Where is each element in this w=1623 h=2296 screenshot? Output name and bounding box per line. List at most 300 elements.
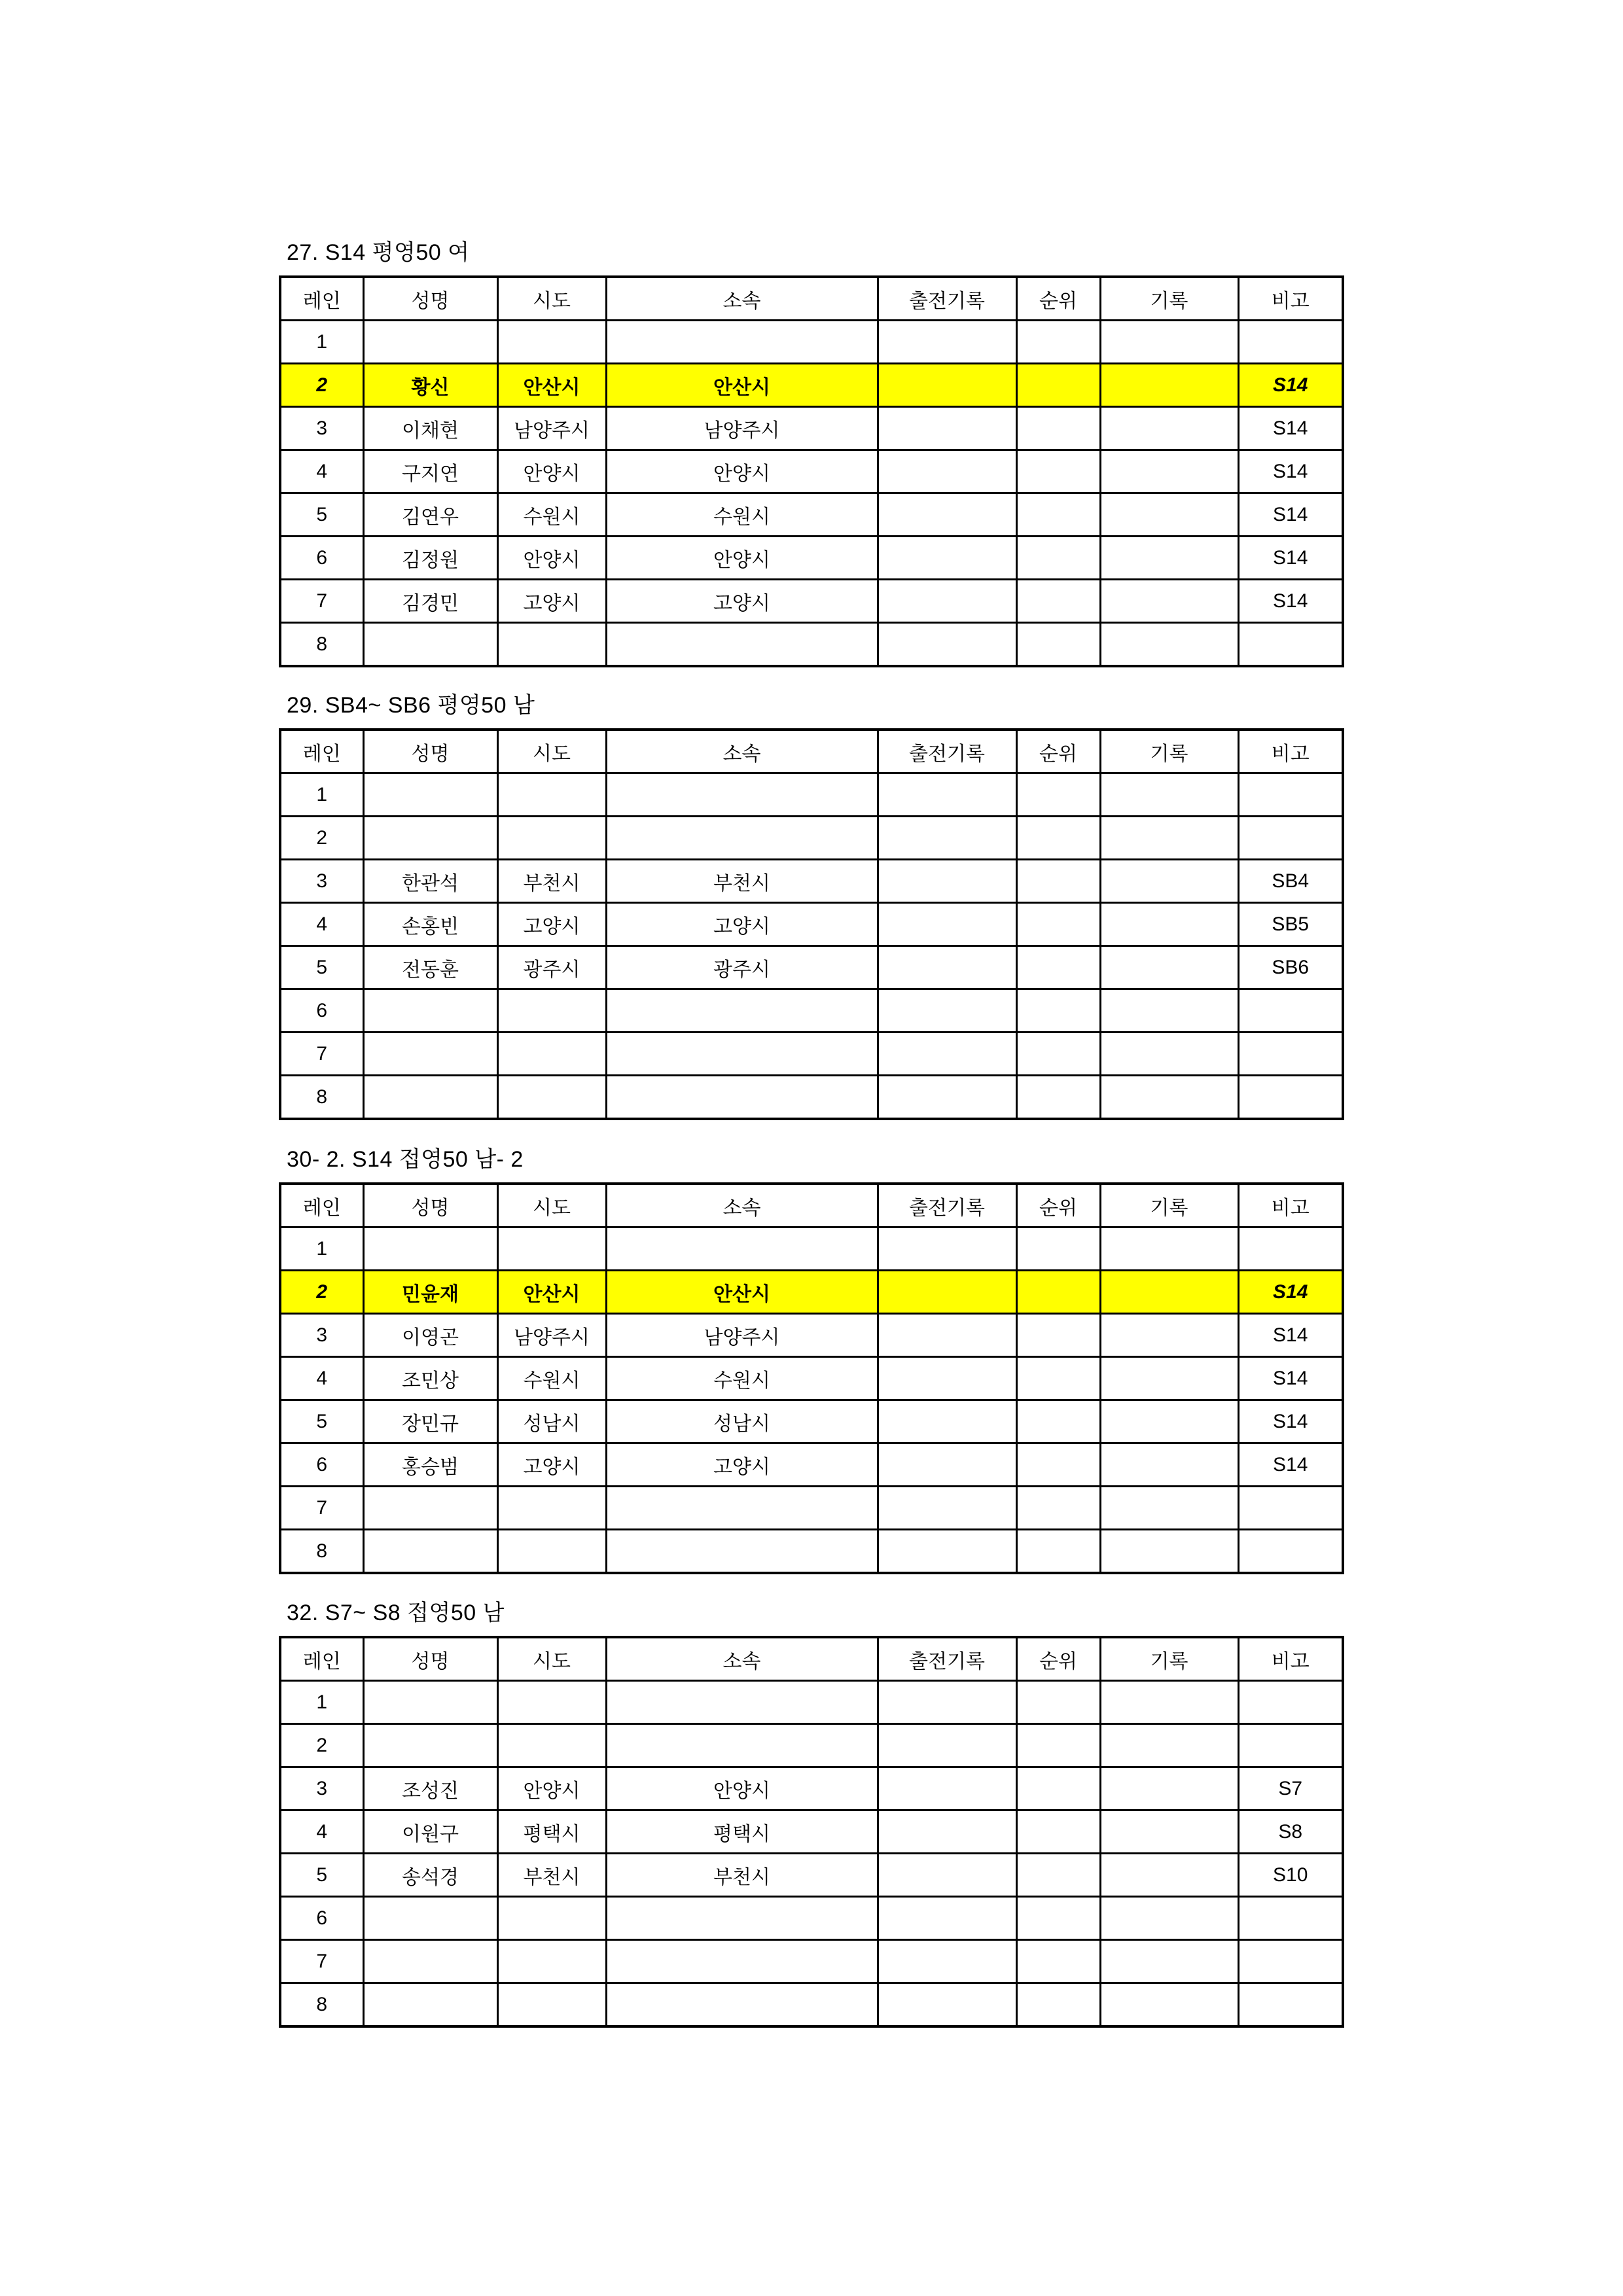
note-cell: S14 [1238,1271,1343,1314]
header-cell-entry-record: 출전기록 [878,1637,1016,1681]
record-cell [1100,1681,1238,1724]
sido-cell: 광주시 [497,946,606,989]
sido-cell [497,321,606,364]
rank-cell [1016,946,1100,989]
event-section [279,692,1391,1120]
rank-cell [1016,493,1100,537]
name-cell [363,623,497,667]
lane-cell: 2 [280,1724,363,1767]
header-cell-sido: 시도 [497,730,606,773]
name-cell [363,989,497,1033]
lane-cell: 6 [280,1443,363,1487]
team-cell: 부천시 [606,860,878,903]
team-cell: 수원시 [606,1357,878,1400]
note-cell [1238,1530,1343,1574]
rank-cell [1016,580,1100,623]
lane-cell: 7 [280,1940,363,1983]
lane-row [280,580,1343,623]
note-cell [1238,1227,1343,1271]
sido-cell [497,1897,606,1940]
record-cell [1100,1033,1238,1076]
record-cell [1100,1897,1238,1940]
team-cell: 남양주시 [606,407,878,450]
note-cell: S14 [1238,580,1343,623]
note-cell [1238,1897,1343,1940]
rank-cell [1016,860,1100,903]
team-cell [606,1033,878,1076]
lane-row [280,1033,1343,1076]
header-row [280,1637,1343,1681]
entry-record-cell [878,1767,1016,1810]
name-cell: 김연우 [363,493,497,537]
record-cell [1100,860,1238,903]
name-cell [363,1076,497,1120]
lane-cell: 5 [280,493,363,537]
entry-record-cell [878,817,1016,860]
name-cell [363,1681,497,1724]
lane-row [280,1530,1343,1574]
entry-record-cell [878,580,1016,623]
name-cell [363,1530,497,1574]
name-cell: 전동훈 [363,946,497,989]
name-cell: 이원구 [363,1810,497,1854]
lane-row [280,537,1343,580]
note-cell [1238,1681,1343,1724]
sido-cell [497,1530,606,1574]
team-cell [606,321,878,364]
team-cell [606,773,878,817]
rank-cell [1016,1271,1100,1314]
note-cell: S14 [1238,1400,1343,1443]
name-cell: 이영곤 [363,1314,497,1357]
entry-record-cell [878,1724,1016,1767]
record-cell [1100,1940,1238,1983]
entry-record-cell [878,1897,1016,1940]
lane-row [280,493,1343,537]
sido-cell: 평택시 [497,1810,606,1854]
team-cell [606,1530,878,1574]
lane-cell: 2 [280,1271,363,1314]
entry-record-cell [878,321,1016,364]
entry-record-cell [878,623,1016,667]
note-cell: S10 [1238,1854,1343,1897]
header-cell-team: 소속 [606,277,878,321]
name-cell [363,321,497,364]
entry-record-cell [878,989,1016,1033]
event-section [279,1146,1391,1574]
lane-row [280,407,1343,450]
sido-cell: 안산시 [497,1271,606,1314]
note-cell [1238,817,1343,860]
table-title: 29. SB4~ SB6 평영50 남 [287,693,535,718]
lane-row [280,1854,1343,1897]
header-cell-rank: 순위 [1016,277,1100,321]
rank-cell [1016,1681,1100,1724]
entry-record-cell [878,537,1016,580]
rank-cell [1016,1227,1100,1271]
rank-cell [1016,1400,1100,1443]
rank-cell [1016,1810,1100,1854]
record-cell [1100,450,1238,493]
header-cell-sido: 시도 [497,277,606,321]
entry-record-cell [878,1443,1016,1487]
header-cell-lane: 레인 [280,730,363,773]
team-cell [606,1076,878,1120]
lane-cell: 8 [280,1076,363,1120]
note-cell [1238,1724,1343,1767]
entry-record-cell [878,860,1016,903]
rank-cell [1016,1076,1100,1120]
lane-row [280,1897,1343,1940]
entry-record-cell [878,1681,1016,1724]
team-cell [606,1724,878,1767]
rank-cell [1016,1357,1100,1400]
team-cell [606,1897,878,1940]
note-cell: S14 [1238,364,1343,407]
record-cell [1100,1487,1238,1530]
header-cell-name: 성명 [363,730,497,773]
record-cell [1100,537,1238,580]
lane-row [280,1357,1343,1400]
team-cell: 안산시 [606,1271,878,1314]
name-cell: 송석경 [363,1854,497,1897]
lane-row [280,773,1343,817]
sido-cell: 고양시 [497,903,606,946]
rank-cell [1016,1940,1100,1983]
lane-row [280,817,1343,860]
record-cell [1100,1810,1238,1854]
sido-cell: 성남시 [497,1400,606,1443]
note-cell: SB6 [1238,946,1343,989]
lane-row [280,860,1343,903]
header-cell-team: 소속 [606,1184,878,1227]
rank-cell [1016,1530,1100,1574]
name-cell: 이채현 [363,407,497,450]
lane-row [280,1983,1343,2027]
header-cell-note: 비고 [1238,277,1343,321]
note-cell [1238,623,1343,667]
header-cell-note: 비고 [1238,1184,1343,1227]
lane-row [280,1443,1343,1487]
lane-cell: 5 [280,1854,363,1897]
team-cell [606,1940,878,1983]
rank-cell [1016,407,1100,450]
header-cell-note: 비고 [1238,1637,1343,1681]
name-cell: 손홍빈 [363,903,497,946]
rank-cell [1016,989,1100,1033]
note-cell [1238,1940,1343,1983]
entry-record-cell [878,1854,1016,1897]
note-cell: S14 [1238,407,1343,450]
note-cell [1238,1983,1343,2027]
sido-cell: 남양주시 [497,407,606,450]
lane-cell: 2 [280,817,363,860]
lane-cell: 1 [280,321,363,364]
note-cell: S14 [1238,1357,1343,1400]
team-cell [606,989,878,1033]
record-cell [1100,1400,1238,1443]
lane-cell: 8 [280,1530,363,1574]
team-cell: 안양시 [606,450,878,493]
rank-cell [1016,1983,1100,2027]
name-cell [363,1227,497,1271]
heat-table [279,275,1344,667]
header-cell-sido: 시도 [497,1637,606,1681]
lane-row [280,364,1343,407]
note-cell: S7 [1238,1767,1343,1810]
entry-record-cell [878,1076,1016,1120]
entry-record-cell [878,1357,1016,1400]
lane-row [280,1227,1343,1271]
header-cell-record: 기록 [1100,730,1238,773]
lane-cell: 7 [280,580,363,623]
name-cell: 구지연 [363,450,497,493]
record-cell [1100,817,1238,860]
name-cell [363,1983,497,2027]
sido-cell: 고양시 [497,1443,606,1487]
record-cell [1100,989,1238,1033]
lane-cell: 2 [280,364,363,407]
lane-row [280,1400,1343,1443]
team-cell [606,1681,878,1724]
header-cell-entry-record: 출전기록 [878,730,1016,773]
header-cell-rank: 순위 [1016,1637,1100,1681]
header-row [280,1184,1343,1227]
rank-cell [1016,1443,1100,1487]
sido-cell [497,817,606,860]
entry-record-cell [878,450,1016,493]
entry-record-cell [878,1400,1016,1443]
lane-row [280,623,1343,667]
lane-cell: 3 [280,1314,363,1357]
team-cell [606,1983,878,2027]
record-cell [1100,946,1238,989]
record-cell [1100,623,1238,667]
sido-cell [497,1227,606,1271]
note-cell [1238,1076,1343,1120]
record-cell [1100,1271,1238,1314]
header-cell-record: 기록 [1100,1184,1238,1227]
header-row [280,730,1343,773]
team-cell: 평택시 [606,1810,878,1854]
lane-cell: 1 [280,1681,363,1724]
note-cell: SB5 [1238,903,1343,946]
sido-cell [497,989,606,1033]
header-cell-name: 성명 [363,277,497,321]
entry-record-cell [878,1271,1016,1314]
heat-table [279,728,1344,1120]
record-cell [1100,1767,1238,1810]
header-cell-rank: 순위 [1016,1184,1100,1227]
header-cell-record: 기록 [1100,1637,1238,1681]
rank-cell [1016,1033,1100,1076]
record-cell [1100,407,1238,450]
name-cell [363,773,497,817]
lane-cell: 6 [280,1897,363,1940]
sido-cell: 부천시 [497,1854,606,1897]
lane-cell: 4 [280,903,363,946]
note-cell [1238,1487,1343,1530]
team-cell: 고양시 [606,903,878,946]
name-cell: 홍승범 [363,1443,497,1487]
team-cell: 부천시 [606,1854,878,1897]
lane-cell: 7 [280,1033,363,1076]
rank-cell [1016,623,1100,667]
name-cell [363,1724,497,1767]
team-cell: 고양시 [606,1443,878,1487]
rank-cell [1016,1767,1100,1810]
rank-cell [1016,817,1100,860]
record-cell [1100,1443,1238,1487]
entry-record-cell [878,407,1016,450]
record-cell [1100,580,1238,623]
record-cell [1100,1357,1238,1400]
record-cell [1100,1227,1238,1271]
note-cell: SB4 [1238,860,1343,903]
record-cell [1100,321,1238,364]
rank-cell [1016,1487,1100,1530]
lane-cell: 1 [280,1227,363,1271]
sido-cell: 수원시 [497,1357,606,1400]
lane-cell: 5 [280,946,363,989]
lane-row [280,1681,1343,1724]
name-cell: 김경민 [363,580,497,623]
note-cell [1238,989,1343,1033]
lane-cell: 6 [280,537,363,580]
header-cell-note: 비고 [1238,730,1343,773]
note-cell: S14 [1238,1443,1343,1487]
team-cell: 광주시 [606,946,878,989]
entry-record-cell [878,1227,1016,1271]
lane-cell: 4 [280,450,363,493]
team-cell [606,623,878,667]
event-section [279,239,1391,667]
sido-cell [497,1487,606,1530]
record-cell [1100,1854,1238,1897]
record-cell [1100,1314,1238,1357]
lane-row [280,989,1343,1033]
name-cell: 조성진 [363,1767,497,1810]
team-cell: 남양주시 [606,1314,878,1357]
rank-cell [1016,1897,1100,1940]
lane-row [280,903,1343,946]
entry-record-cell [878,1983,1016,2027]
sido-cell [497,1940,606,1983]
lane-cell: 8 [280,1983,363,2027]
entry-record-cell [878,1033,1016,1076]
sido-cell [497,1681,606,1724]
lane-row [280,1314,1343,1357]
name-cell: 황신 [363,364,497,407]
header-cell-lane: 레인 [280,1637,363,1681]
header-cell-lane: 레인 [280,1184,363,1227]
name-cell: 조민상 [363,1357,497,1400]
name-cell [363,1033,497,1076]
record-cell [1100,1983,1238,2027]
note-cell [1238,773,1343,817]
header-cell-entry-record: 출전기록 [878,277,1016,321]
header-cell-record: 기록 [1100,277,1238,321]
rank-cell [1016,1854,1100,1897]
rank-cell [1016,1724,1100,1767]
lane-row [280,1810,1343,1854]
entry-record-cell [878,493,1016,537]
entry-record-cell [878,903,1016,946]
record-cell [1100,1076,1238,1120]
header-row [280,277,1343,321]
sido-cell: 수원시 [497,493,606,537]
header-cell-name: 성명 [363,1184,497,1227]
lane-cell: 5 [280,1400,363,1443]
lane-row [280,1487,1343,1530]
note-cell: S14 [1238,493,1343,537]
lane-row [280,946,1343,989]
lane-cell: 4 [280,1810,363,1854]
record-cell [1100,493,1238,537]
name-cell [363,1940,497,1983]
record-cell [1100,1724,1238,1767]
lane-row [280,1076,1343,1120]
entry-record-cell [878,1487,1016,1530]
table-title: 32. S7~ S8 접영50 남 [287,1600,505,1625]
entry-record-cell [878,773,1016,817]
entry-record-cell [878,1810,1016,1854]
sido-cell [497,1983,606,2027]
name-cell [363,817,497,860]
lane-cell: 8 [280,623,363,667]
name-cell: 한관석 [363,860,497,903]
lane-cell: 6 [280,989,363,1033]
heat-table [279,1636,1344,2028]
sido-cell [497,773,606,817]
sido-cell: 안양시 [497,450,606,493]
lane-row [280,1724,1343,1767]
header-cell-rank: 순위 [1016,730,1100,773]
sido-cell [497,1033,606,1076]
team-cell [606,1487,878,1530]
event-section [279,1600,1391,2028]
name-cell [363,1487,497,1530]
name-cell: 민윤재 [363,1271,497,1314]
header-cell-name: 성명 [363,1637,497,1681]
header-cell-entry-record: 출전기록 [878,1184,1016,1227]
header-cell-sido: 시도 [497,1184,606,1227]
lane-row [280,1271,1343,1314]
lane-row [280,321,1343,364]
entry-record-cell [878,946,1016,989]
sido-cell [497,1076,606,1120]
name-cell [363,1897,497,1940]
entry-record-cell [878,1530,1016,1574]
rank-cell [1016,364,1100,407]
rank-cell [1016,773,1100,817]
rank-cell [1016,1314,1100,1357]
team-cell: 안양시 [606,537,878,580]
team-cell: 안산시 [606,364,878,407]
entry-record-cell [878,1314,1016,1357]
note-cell [1238,1033,1343,1076]
lane-cell: 1 [280,773,363,817]
rank-cell [1016,450,1100,493]
team-cell: 수원시 [606,493,878,537]
table-title: 30- 2. S14 접영50 남- 2 [287,1147,524,1172]
record-cell [1100,773,1238,817]
name-cell: 김정원 [363,537,497,580]
team-cell: 고양시 [606,580,878,623]
lane-cell: 3 [280,407,363,450]
rank-cell [1016,537,1100,580]
lane-cell: 3 [280,860,363,903]
